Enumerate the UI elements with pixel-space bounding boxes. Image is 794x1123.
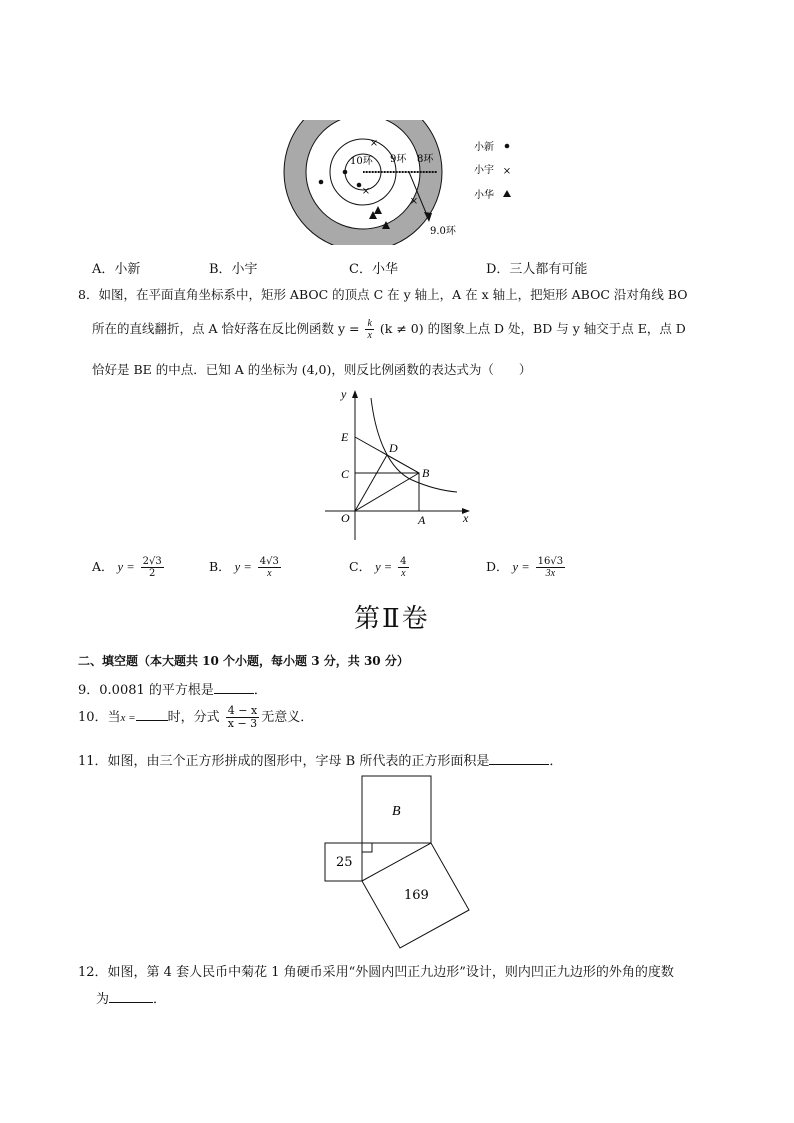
q7-option-a: A．小新 <box>92 262 141 277</box>
svg-text:D: D <box>389 441 398 455</box>
shot-xiaoyu: × <box>369 138 379 149</box>
q11-squares-figure <box>320 770 475 955</box>
hyperbola-curve <box>371 398 457 492</box>
arrow-label: 9.0环 <box>430 226 456 237</box>
shot-xiaoxin <box>343 170 348 175</box>
q11: 11．如图，由三个正方形拼成的图形中，字母 B 所代表的正方形面积是 ． <box>78 754 563 769</box>
segment-OD <box>355 455 387 511</box>
section-heading: 二、填空题（本大题共 10 个小题，每小题 3 分，共 30 分） <box>78 654 409 668</box>
legend-xiaoxin: 小新 <box>474 142 494 153</box>
q12-answer-blank[interactable] <box>109 990 153 1003</box>
svg-text:y: y <box>341 387 347 401</box>
legend-triangle-icon <box>503 190 511 197</box>
q8-line3: 恰好是 BE 的中点．已知 A 的坐标为 (4,0)，则反比例函数的表达式为（ ） <box>92 362 532 377</box>
q8-coordinate-figure <box>320 385 480 540</box>
section-title: 第Ⅱ卷 <box>354 604 430 634</box>
target-figure <box>280 120 530 245</box>
shot-xiaoxin <box>357 183 362 188</box>
q12-line1: 12．如图，第 4 套人民币中菊花 1 角硬币采用“外圆内凹正九边形”设计，则内凹正九边形的外角的度数 <box>78 965 674 980</box>
svg-text:O: O <box>341 511 350 525</box>
q12-line2: 为 ． <box>96 992 167 1007</box>
svg-text:169: 169 <box>404 888 429 903</box>
shot-xiaoyu: × <box>409 196 419 207</box>
q9: 9．0.0081 的平方根是 ． <box>78 683 267 698</box>
q9-answer-blank[interactable] <box>214 681 254 694</box>
ring-label-10: 10环 <box>350 156 373 167</box>
diagonal-OB <box>355 473 419 511</box>
ring-label-9: 9环 <box>390 154 407 165</box>
q7-option-c: C．小华 <box>349 262 398 277</box>
q8-line2: 所在的直线翻折，点 A 恰好落在反比例函数 y = $\frac{k}{x}$ (k ≠ 0) 的图象上点 D 处，BD 与 y 轴交于点 E，点 D <box>92 318 686 341</box>
svg-text:E: E <box>341 430 349 444</box>
svg-text:B: B <box>422 466 430 480</box>
q8-option-a: A． y = $\frac{2√3}{2}$ <box>92 556 162 579</box>
q11-answer-blank[interactable] <box>489 752 549 765</box>
svg-text:25: 25 <box>336 855 353 870</box>
q7-option-d: D．三人都有可能 <box>486 262 588 277</box>
q8-line1: 8．如图，在平面直角坐标系中，矩形 ABOC 的顶点 C 在 y 轴上，A 在 x 轴上，把矩形 ABOC 沿对角线 BO <box>78 287 688 302</box>
shot-xiaoyu: × <box>361 186 371 197</box>
svg-text:x: x <box>463 511 469 525</box>
legend-dot-icon <box>505 144 510 149</box>
svg-text:B: B <box>392 804 401 819</box>
ring-label-8: 8环 <box>417 154 434 165</box>
q8-option-d: D． y = $\frac{16√3}{3x}$ <box>486 556 564 579</box>
q7-option-b: B．小宇 <box>209 262 258 277</box>
q10: 10．当x = 时，分式 $\frac{4 - x}{x - 3}$ 无意义． <box>78 704 314 730</box>
q8-option-b: B． y = $\frac{4√3}{x}$ <box>209 556 279 579</box>
q10-answer-blank[interactable] <box>136 708 168 721</box>
q8-option-c: C． y = $\frac{4}{x}$ <box>349 556 407 579</box>
right-angle-mark <box>362 843 372 852</box>
legend-cross-icon: × <box>502 166 512 177</box>
svg-text:A: A <box>418 513 426 527</box>
segment-DB <box>387 455 419 473</box>
shot-xiaoxin <box>319 180 324 185</box>
svg-text:C: C <box>341 467 350 481</box>
legend-xiaoyu: 小宇 <box>474 165 494 176</box>
legend-xiaohua: 小华 <box>474 190 494 201</box>
